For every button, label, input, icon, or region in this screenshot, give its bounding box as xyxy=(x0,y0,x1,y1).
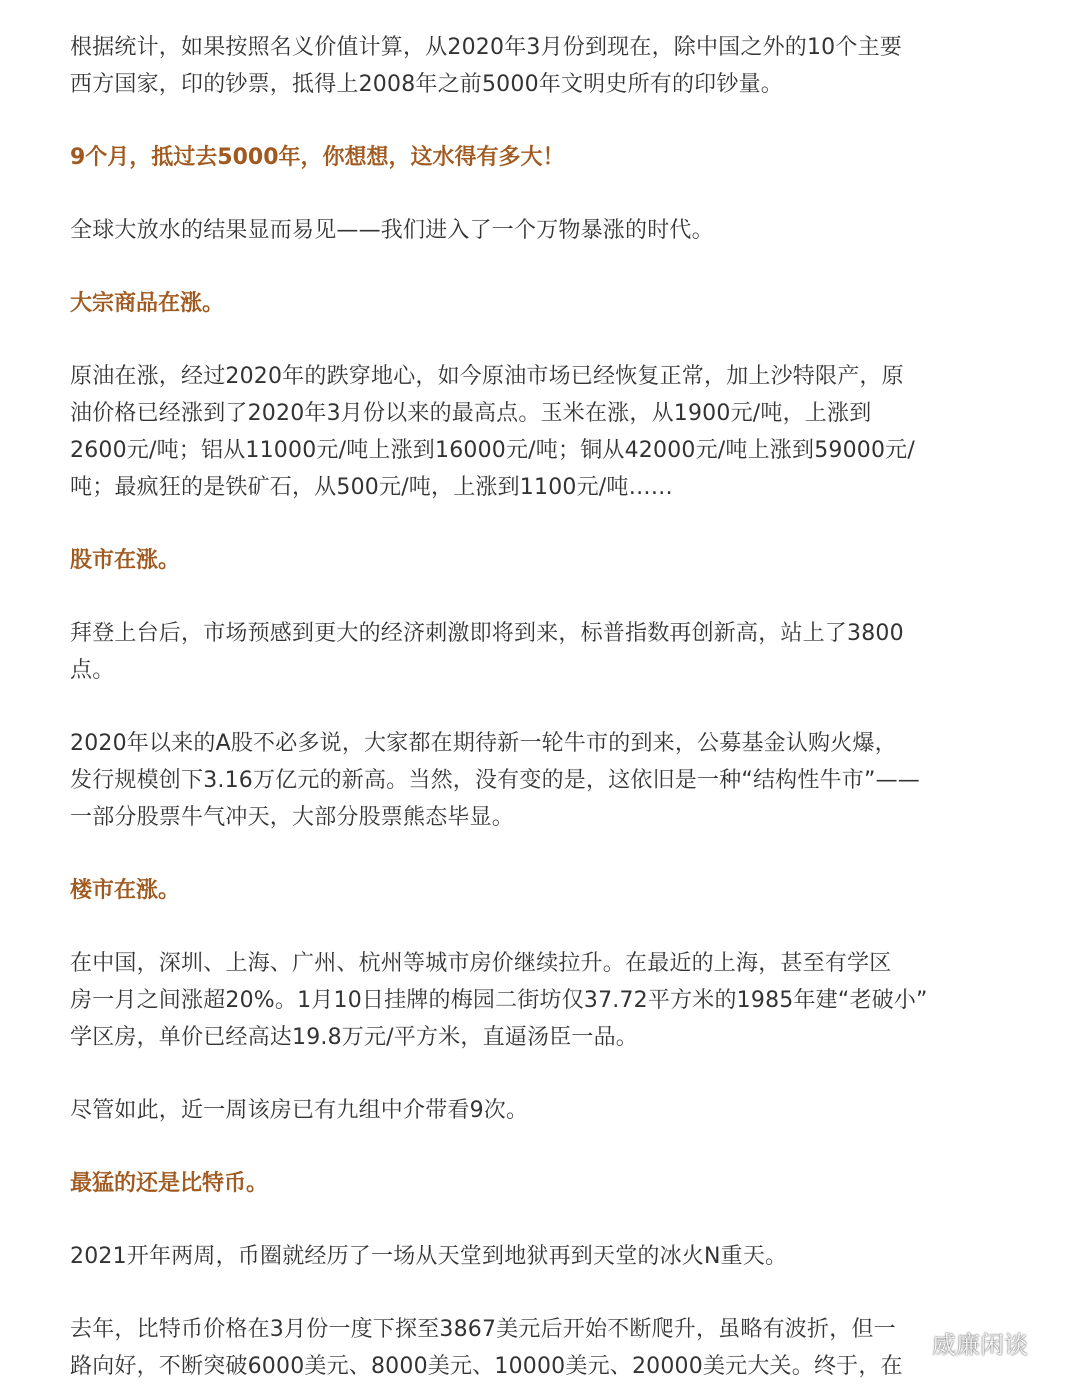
heading-commodities: 大宗商品在涨。 xyxy=(70,291,225,316)
text-line: 根据统计，如果按照名义价值计算，从2020年3月份到现在，除中国之外的10个主要 xyxy=(70,35,902,60)
heading-property-market: 楼市在涨。 xyxy=(70,878,181,903)
text-line: 学区房，单价已经高达19.8万元/平方米，直逼汤臣一品。 xyxy=(70,1025,638,1050)
paragraph-money-printing xyxy=(70,29,995,103)
heading-nine-months: 9个月，抵过去5000年，你想想，这水得有多大！ xyxy=(70,145,565,170)
text-line: 油价格已经涨到了2020年3月份以来的最高点。玉米在涨，从1900元/吨，上涨到 xyxy=(70,401,872,426)
text-line: 点。 xyxy=(70,658,115,683)
paragraph-bitcoin-price xyxy=(70,1311,995,1385)
text-line: 在中国，深圳、上海、广州、杭州等城市房价继续拉升。在最近的上海，甚至有学区 xyxy=(70,951,892,976)
paragraph-viewings xyxy=(70,1092,995,1129)
text-line: 原油在涨，经过2020年的跌穿地心，如今原油市场已经恢复正常，加上沙特限产，原 xyxy=(70,364,904,389)
text-line: 吨；最疯狂的是铁矿石，从500元/吨，上涨到1100元/吨…… xyxy=(70,475,674,500)
text-line: 一部分股票牛气冲天，大部分股票熊态毕显。 xyxy=(70,805,515,830)
text-line: 房一月之间涨超20%。1月10日挂牌的梅园二街坊仅37.72平方米的1985年建“老破小” xyxy=(70,988,928,1013)
paragraph-global-easing xyxy=(70,212,995,249)
heading-stock-market: 股市在涨。 xyxy=(70,548,181,573)
paragraph-sp500 xyxy=(70,615,995,689)
paragraph-crypto-weeks xyxy=(70,1238,995,1275)
watermark-text: 威廉闲谈 xyxy=(932,1330,1028,1359)
paragraph-housing xyxy=(70,945,995,1056)
text-line: 2020年以来的A股不必多说，大家都在期待新一轮牛市的到来，公募基金认购火爆， xyxy=(70,731,897,756)
text-line: 西方国家，印的钞票，抵得上2008年之前5000年文明史所有的印钞量。 xyxy=(70,72,783,97)
article-body xyxy=(70,0,995,1390)
text-line: 2600元/吨；铝从11000元/吨上涨到16000元/吨；铜从42000元/吨上涨到59000元/ xyxy=(70,438,915,463)
text-line: 路向好，不断突破6000美元、8000美元、10000美元、20000美元大关。终于，在 xyxy=(70,1354,903,1379)
text-line: 发行规模创下3.16万亿元的新高。当然，没有变的是，这依旧是一种“结构性牛市”—— xyxy=(70,768,920,793)
heading-bitcoin: 最猛的还是比特币。 xyxy=(70,1171,269,1196)
text-line: 尽管如此，近一周该房已有九组中介带看9次。 xyxy=(70,1098,529,1123)
paragraph-a-shares xyxy=(70,725,995,836)
text-line: 2021开年两周，币圈就经历了一场从天堂到地狱再到天堂的冰火N重天。 xyxy=(70,1244,788,1269)
text-line: 全球大放水的结果显而易见——我们进入了一个万物暴涨的时代。 xyxy=(70,218,714,243)
paragraph-commodities xyxy=(70,358,995,506)
text-line: 去年，比特币价格在3月份一度下探至3867美元后开始不断爬升，虽略有波折，但一 xyxy=(70,1317,896,1342)
text-line: 拜登上台后，市场预感到更大的经济刺激即将到来，标普指数再创新高，站上了3800 xyxy=(70,621,904,646)
